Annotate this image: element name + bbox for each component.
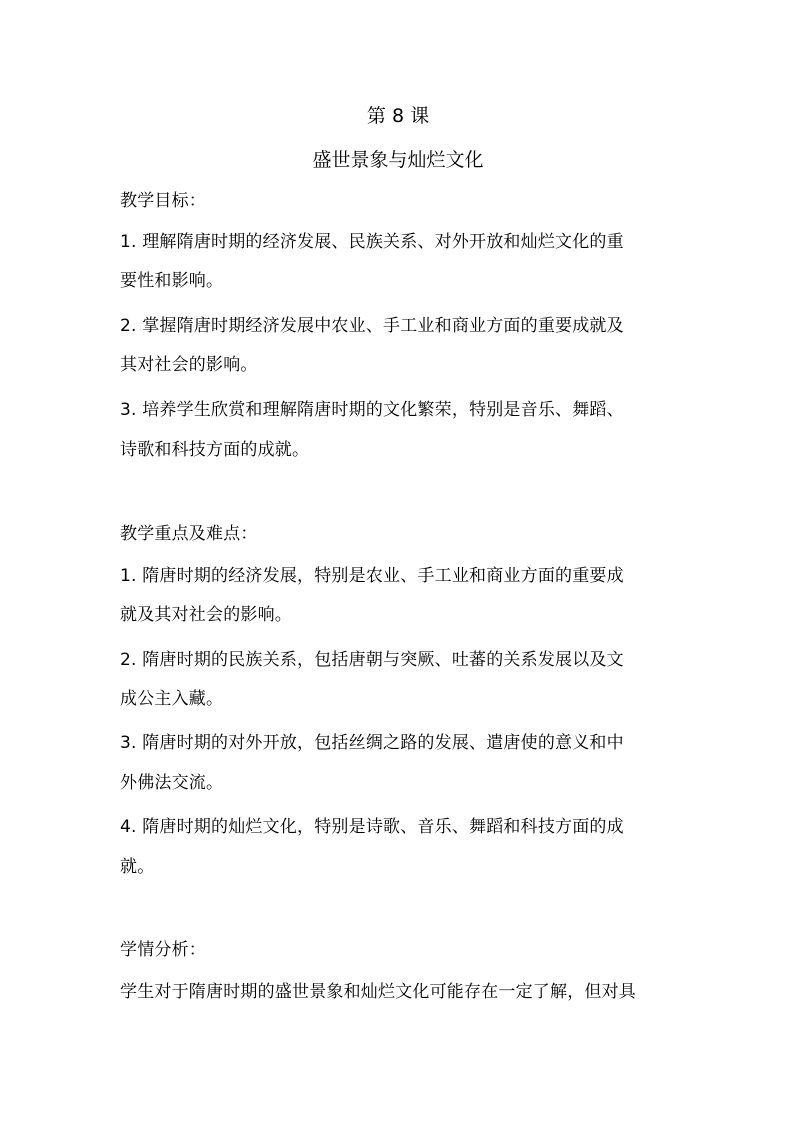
objectives-line: 诗歌和科技方面的成就。 bbox=[120, 440, 310, 460]
key-points-heading: 教学重点及难点： bbox=[120, 524, 258, 544]
key-points-line: 2. 隋唐时期的民族关系，包括唐朝与突厥、吐蕃的关系发展以及文 bbox=[120, 650, 624, 670]
objectives-line: 2. 掌握隋唐时期经济发展中农业、手工业和商业方面的重要成就及 bbox=[120, 316, 624, 336]
objectives-line: 其对社会的影响。 bbox=[120, 355, 258, 375]
key-points-line: 3. 隋唐时期的对外开放，包括丝绸之路的发展、遣唐使的意义和中 bbox=[120, 733, 624, 753]
key-points-line: 就。 bbox=[120, 857, 155, 877]
lesson-main-title: 盛世景象与灿烂文化 bbox=[312, 149, 484, 171]
key-points-line: 1. 隋唐时期的经济发展，特别是农业、手工业和商业方面的重要成 bbox=[120, 566, 624, 586]
lesson-number-title: 第 8 课 bbox=[366, 105, 430, 127]
objectives-heading: 教学目标： bbox=[120, 191, 206, 211]
analysis-line: 学生对于隋唐时期的盛世景象和灿烂文化可能存在一定了解，但对具 bbox=[120, 982, 636, 1002]
objectives-line: 3. 培养学生欣赏和理解隋唐时期的文化繁荣，特别是音乐、舞蹈、 bbox=[120, 400, 624, 420]
key-points-line: 外佛法交流。 bbox=[120, 773, 224, 793]
objectives-line: 要性和影响。 bbox=[120, 271, 224, 291]
objectives-line: 1. 理解隋唐时期的经济发展、民族关系、对外开放和灿烂文化的重 bbox=[120, 232, 624, 252]
key-points-line: 就及其对社会的影响。 bbox=[120, 605, 292, 625]
key-points-line: 4. 隋唐时期的灿烂文化，特别是诗歌、音乐、舞蹈和科技方面的成 bbox=[120, 817, 624, 837]
analysis-heading: 学情分析： bbox=[120, 940, 206, 960]
key-points-line: 成公主入藏。 bbox=[120, 689, 224, 709]
